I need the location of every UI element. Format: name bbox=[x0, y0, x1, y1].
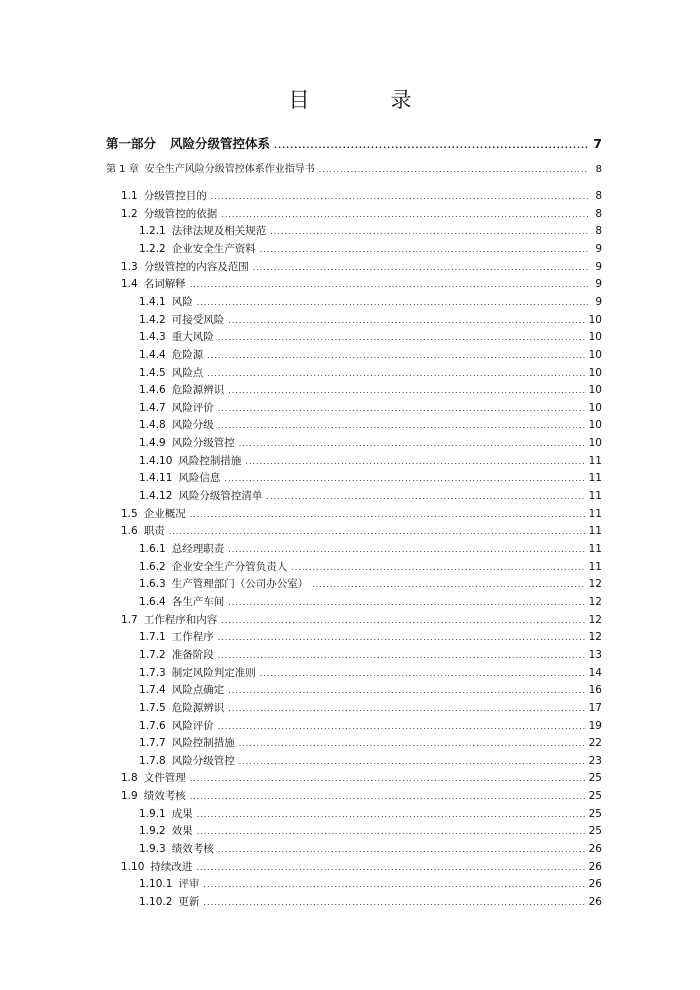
dot-leader bbox=[211, 191, 588, 203]
toc-entry[interactable] bbox=[139, 806, 602, 822]
toc-entry-label: 准备阶段 bbox=[171, 648, 214, 661]
toc-entry-label: 风险评价 bbox=[171, 401, 214, 414]
dot-leader bbox=[218, 721, 585, 733]
toc-entry-number: 1.7 bbox=[121, 613, 138, 626]
toc-entry-number: 1.6.3 bbox=[139, 578, 166, 591]
toc-entry-number: 1.9.1 bbox=[139, 807, 166, 820]
toc-entry[interactable] bbox=[139, 541, 602, 557]
toc-entry[interactable] bbox=[139, 312, 602, 328]
toc-entry-number: 1.1 bbox=[121, 190, 138, 202]
toc-entry[interactable] bbox=[139, 488, 602, 504]
toc-entry-number: 1.7.6 bbox=[139, 719, 166, 732]
dot-leader bbox=[218, 650, 585, 662]
toc-entry-label: 企业安全生产分管负责人 bbox=[171, 560, 288, 573]
dot-leader bbox=[190, 509, 585, 521]
toc-entry-number: 1.4.2 bbox=[139, 313, 166, 326]
toc-entry[interactable] bbox=[121, 506, 602, 522]
toc-entry-label: 危险源辨识 bbox=[171, 701, 225, 714]
toc-entry[interactable] bbox=[139, 576, 602, 592]
toc-entry-number: 1.9.3 bbox=[139, 843, 166, 856]
dot-leader bbox=[203, 879, 584, 891]
dot-leader bbox=[218, 420, 585, 432]
toc-entry[interactable] bbox=[121, 188, 602, 204]
dot-leader bbox=[190, 773, 585, 785]
toc-entry[interactable] bbox=[121, 259, 602, 275]
dot-leader bbox=[190, 791, 585, 803]
toc-entry[interactable] bbox=[121, 788, 602, 804]
toc-entry[interactable] bbox=[139, 823, 602, 839]
toc-entry[interactable] bbox=[139, 753, 602, 769]
toc-entry[interactable] bbox=[121, 276, 602, 292]
toc-entry-label: 制定风险判定准则 bbox=[171, 666, 256, 679]
dot-leader bbox=[274, 140, 588, 152]
toc-entry-label: 重大风险 bbox=[171, 331, 214, 344]
toc-entry[interactable] bbox=[139, 841, 602, 857]
toc-entry[interactable] bbox=[121, 523, 602, 539]
toc-entry-label: 更新 bbox=[178, 896, 200, 908]
toc-entry-page: 25 bbox=[588, 790, 602, 803]
dot-leader bbox=[203, 897, 584, 909]
toc-entry-page: 10 bbox=[588, 401, 602, 414]
toc-entry-page: 7 bbox=[593, 136, 602, 151]
dot-leader bbox=[228, 315, 584, 327]
toc-entry-number: 1.4 bbox=[121, 278, 138, 291]
dot-leader bbox=[312, 579, 584, 591]
toc-entry-label: 绩效考核 bbox=[171, 843, 214, 856]
toc-entry-number: 1.2.1 bbox=[139, 225, 166, 238]
toc-entry-page: 10 bbox=[588, 366, 602, 379]
toc-entry[interactable] bbox=[139, 365, 602, 381]
dot-leader bbox=[197, 297, 588, 309]
toc-entry-label: 风险评价 bbox=[171, 719, 214, 732]
toc-entry-label: 风险点确定 bbox=[171, 684, 225, 697]
dot-leader bbox=[207, 350, 584, 362]
toc-entry-label: 成果 bbox=[171, 807, 193, 820]
toc-entry-number: 1.5 bbox=[121, 507, 138, 520]
toc-entry-number: 1.9.2 bbox=[139, 825, 166, 838]
toc-entry[interactable] bbox=[106, 162, 602, 178]
toc-entry-page: 25 bbox=[588, 825, 602, 838]
toc-entry[interactable] bbox=[139, 294, 602, 310]
toc-entry-number: 1.4.10 bbox=[139, 454, 173, 467]
toc-entry-number: 1.7.3 bbox=[139, 666, 166, 679]
toc-entry-number: 1.10.2 bbox=[139, 896, 173, 908]
toc-entry-page: 26 bbox=[588, 860, 602, 873]
toc-entry-page: 23 bbox=[588, 754, 602, 767]
toc-entry-page: 22 bbox=[588, 737, 602, 750]
dot-leader bbox=[239, 756, 585, 768]
dot-leader bbox=[260, 244, 588, 256]
toc-entry-page: 26 bbox=[588, 843, 602, 856]
dot-leader bbox=[228, 685, 584, 697]
toc-entry-label: 总经理职责 bbox=[171, 543, 225, 555]
toc-entry-number: 1.4.5 bbox=[139, 366, 166, 379]
toc-entry-page: 12 bbox=[588, 595, 602, 608]
toc-entry-page: 16 bbox=[588, 684, 602, 697]
toc-entry[interactable] bbox=[139, 647, 602, 663]
toc-entry-page: 12 bbox=[588, 631, 602, 644]
dot-leader bbox=[228, 703, 584, 715]
toc-entry-page: 11 bbox=[588, 472, 602, 485]
toc-entry-page: 9 bbox=[595, 278, 602, 291]
toc-entry-page: 9 bbox=[595, 295, 602, 308]
toc-entry[interactable] bbox=[139, 594, 602, 610]
toc-entry-page: 12 bbox=[588, 578, 602, 591]
toc-entry-page: 25 bbox=[588, 772, 602, 785]
toc-entry-label: 生产管理部门（公司办公室） bbox=[171, 578, 309, 591]
toc-entry[interactable] bbox=[139, 435, 602, 451]
toc-entry-number: 1.4.11 bbox=[139, 472, 173, 485]
toc-entry-label: 风险分级管控 bbox=[171, 754, 235, 767]
toc-entry-page: 10 bbox=[588, 384, 602, 397]
toc-entry[interactable] bbox=[139, 400, 602, 416]
toc-entry-label: 持续改进 bbox=[150, 860, 193, 873]
dot-leader bbox=[253, 262, 588, 274]
toc-entry[interactable] bbox=[121, 612, 602, 628]
toc-entry[interactable] bbox=[139, 559, 602, 575]
toc-entry[interactable] bbox=[139, 241, 602, 257]
dot-leader bbox=[228, 597, 584, 609]
toc-entry-label: 风险分级管控 bbox=[171, 437, 235, 450]
dot-leader bbox=[291, 562, 584, 574]
toc-entry[interactable] bbox=[139, 665, 602, 681]
toc-entry-number: 1.9 bbox=[121, 790, 138, 803]
toc-entry[interactable] bbox=[139, 417, 602, 433]
toc-entry-number: 1.6.2 bbox=[139, 560, 166, 573]
toc-entry[interactable] bbox=[139, 894, 602, 910]
dot-leader bbox=[196, 862, 584, 874]
toc-entry-number: 1.4.8 bbox=[139, 419, 166, 432]
dot-leader bbox=[218, 403, 585, 415]
toc-entry[interactable] bbox=[139, 347, 602, 363]
dot-leader bbox=[270, 226, 588, 238]
dot-leader bbox=[197, 826, 585, 838]
toc-entry-number: 1.4.1 bbox=[139, 295, 166, 308]
toc-entry[interactable] bbox=[139, 735, 602, 751]
dot-leader bbox=[239, 438, 585, 450]
toc-entry-label: 名词解释 bbox=[143, 278, 186, 291]
toc-entry-number: 1.4.3 bbox=[139, 331, 166, 344]
toc-entry[interactable] bbox=[121, 770, 602, 786]
toc-entry-page: 26 bbox=[588, 896, 602, 908]
toc-entry-number: 1.7.8 bbox=[139, 754, 166, 767]
toc-entry[interactable] bbox=[106, 136, 602, 152]
toc-entry-label: 危险源辨识 bbox=[171, 384, 225, 397]
toc-entry-page: 14 bbox=[588, 666, 602, 679]
toc-entry-label: 可接受风险 bbox=[171, 313, 225, 326]
toc-entry-page: 10 bbox=[588, 313, 602, 326]
toc-entry-label: 各生产车间 bbox=[171, 595, 225, 608]
toc-entry-label: 风险 bbox=[171, 295, 193, 308]
toc-entry-label: 企业安全生产资料 bbox=[171, 242, 256, 255]
toc-entry-number: 1.7.4 bbox=[139, 684, 166, 697]
toc-entry[interactable] bbox=[139, 629, 602, 645]
toc-entry-number: 1.10.1 bbox=[139, 878, 173, 891]
toc-entry-label: 企业概况 bbox=[143, 507, 186, 520]
toc-entry-label: 风险分级管控清单 bbox=[178, 490, 263, 503]
toc-entry-label: 分级管控的内容及范围 bbox=[143, 260, 249, 273]
toc-entry-label: 文件管理 bbox=[143, 772, 186, 785]
toc-entry-label: 工作程序和内容 bbox=[143, 613, 218, 626]
toc-entry-page: 17 bbox=[588, 701, 602, 714]
toc-entry-number: 1.6.4 bbox=[139, 595, 166, 608]
toc-entry-page: 8 bbox=[595, 190, 602, 202]
toc-entry-page: 10 bbox=[588, 419, 602, 432]
toc-entry[interactable] bbox=[139, 329, 602, 345]
toc-entry-page: 11 bbox=[588, 490, 602, 503]
toc-entry-number: 1.10 bbox=[121, 860, 145, 873]
toc-entry-number: 第一部分 bbox=[106, 136, 157, 151]
toc-entry-label: 风险分级管控体系 bbox=[170, 136, 271, 151]
toc-entry-label: 绩效考核 bbox=[143, 790, 186, 803]
dot-leader bbox=[169, 526, 585, 538]
toc-entry-page: 19 bbox=[588, 719, 602, 732]
dot-leader bbox=[221, 209, 588, 221]
toc-entry-number: 1.7.1 bbox=[139, 631, 166, 644]
toc-entry-page: 13 bbox=[588, 648, 602, 661]
toc-title: 目 录 bbox=[288, 88, 442, 112]
toc-entry-number: 1.7.5 bbox=[139, 701, 166, 714]
dot-leader bbox=[207, 368, 584, 380]
toc-entry[interactable] bbox=[139, 718, 602, 734]
toc-entry-label: 法律法规及相关规范 bbox=[171, 225, 267, 238]
toc-entry-page: 26 bbox=[588, 878, 602, 891]
toc-entry-label: 风险分级 bbox=[171, 419, 214, 432]
toc-entry[interactable] bbox=[139, 876, 602, 892]
dot-leader bbox=[197, 809, 585, 821]
dot-leader bbox=[266, 491, 584, 503]
toc-entry-page: 10 bbox=[588, 348, 602, 361]
toc-entry-label: 安全生产风险分级管控体系作业指导书 bbox=[144, 164, 315, 175]
dot-leader bbox=[218, 844, 585, 856]
toc-entry-number: 1.7.7 bbox=[139, 737, 166, 750]
toc-entry-label: 分级管控的依据 bbox=[143, 207, 218, 220]
toc-entry-label: 评审 bbox=[178, 878, 200, 891]
toc-entry-number: 1.3 bbox=[121, 260, 138, 273]
dot-leader bbox=[239, 738, 585, 750]
toc-entry[interactable] bbox=[121, 859, 602, 875]
toc-entry-label: 风险点 bbox=[171, 366, 204, 379]
toc-entry-number: 第 1 章 bbox=[106, 164, 139, 175]
toc-entry-number: 1.2 bbox=[121, 207, 138, 220]
dot-leader bbox=[224, 473, 584, 485]
toc-entry[interactable] bbox=[139, 382, 602, 398]
dot-leader bbox=[228, 544, 584, 556]
toc-entry-page: 11 bbox=[588, 507, 602, 520]
toc-entry[interactable] bbox=[121, 206, 602, 222]
toc-entry-number: 1.4.6 bbox=[139, 384, 166, 397]
toc-entry-number: 1.4.4 bbox=[139, 348, 166, 361]
toc-entry-number: 1.6.1 bbox=[139, 543, 166, 555]
toc-entry-number: 1.4.7 bbox=[139, 401, 166, 414]
toc-entry-label: 风险信息 bbox=[178, 472, 221, 485]
toc-entry-page: 8 bbox=[595, 225, 602, 238]
toc-entry[interactable] bbox=[139, 453, 602, 469]
toc-entry-label: 效果 bbox=[171, 825, 193, 838]
toc-entry-page: 9 bbox=[595, 242, 602, 255]
dot-leader bbox=[228, 385, 584, 397]
dot-leader bbox=[245, 456, 584, 468]
toc-entry-page: 11 bbox=[588, 454, 602, 467]
toc-entry-page: 12 bbox=[588, 613, 602, 626]
toc-entry-label: 职责 bbox=[143, 525, 165, 538]
dot-leader bbox=[319, 164, 588, 176]
toc-entry-page: 11 bbox=[588, 560, 602, 573]
dot-leader bbox=[221, 615, 584, 627]
toc-entry-number: 1.6 bbox=[121, 525, 138, 538]
dot-leader bbox=[218, 332, 585, 344]
toc-entry-number: 1.7.2 bbox=[139, 648, 166, 661]
toc-entry-number: 1.2.2 bbox=[139, 242, 166, 255]
toc-entry-page: 8 bbox=[595, 164, 602, 175]
toc-entry-label: 风险控制措施 bbox=[171, 737, 235, 750]
toc-entry[interactable] bbox=[139, 223, 602, 239]
toc-entry-page: 8 bbox=[595, 207, 602, 220]
toc-entry-number: 1.4.12 bbox=[139, 490, 173, 503]
toc-entry-page: 11 bbox=[588, 525, 602, 538]
toc-entry[interactable] bbox=[139, 470, 602, 486]
dot-leader bbox=[260, 668, 585, 680]
toc-entry-label: 工作程序 bbox=[171, 631, 214, 644]
toc-entry-label: 风险控制措施 bbox=[178, 454, 242, 467]
toc-entry-page: 10 bbox=[588, 331, 602, 344]
toc-entry-label: 分级管控目的 bbox=[143, 190, 207, 202]
toc-entry-page: 9 bbox=[595, 260, 602, 273]
dot-leader bbox=[190, 279, 588, 291]
dot-leader bbox=[218, 632, 585, 644]
toc-entry-number: 1.8 bbox=[121, 772, 138, 785]
toc-entry-label: 危险源 bbox=[171, 348, 204, 361]
toc-entry[interactable] bbox=[139, 682, 602, 698]
toc-entry-number: 1.4.9 bbox=[139, 437, 166, 450]
toc-entry-page: 10 bbox=[588, 437, 602, 450]
toc-entry-page: 25 bbox=[588, 807, 602, 820]
toc-entry-page: 11 bbox=[588, 543, 602, 555]
toc-entry[interactable] bbox=[139, 700, 602, 716]
